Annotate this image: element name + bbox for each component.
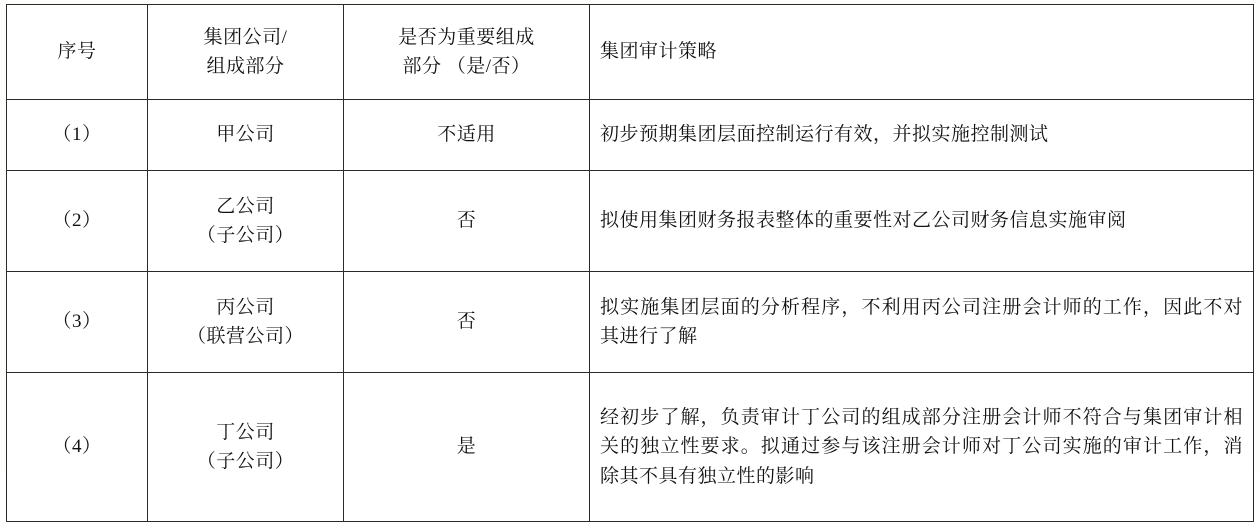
cell-entity bbox=[148, 373, 344, 522]
cell-strategy-text: 初步预期集团层面控制运行有效，并拟实施控制测试 bbox=[600, 124, 1049, 146]
cell-entity-sub: （子公司） bbox=[196, 451, 295, 472]
column-header-no bbox=[7, 5, 148, 100]
cell-flag: 是 bbox=[344, 373, 590, 522]
cell-entity bbox=[148, 100, 344, 171]
column-header-flag-line-1: 是否为重要组成 bbox=[398, 26, 535, 48]
cell-entity-sub: （联营公司） bbox=[186, 326, 304, 347]
cell-strategy-text: 拟使用集团财务报表整体的重要性对乙公司财务信息实施审阅 bbox=[600, 210, 1127, 232]
table-header-row bbox=[7, 5, 1254, 100]
cell-entity bbox=[148, 272, 344, 373]
cell-strategy bbox=[590, 171, 1254, 272]
cell-entity-main: 丙公司 bbox=[216, 296, 275, 318]
table-header bbox=[7, 5, 1254, 100]
cell-strategy bbox=[590, 272, 1254, 373]
cell-entity-main: 丁公司 bbox=[216, 421, 275, 443]
cell-strategy bbox=[590, 373, 1254, 522]
table-body bbox=[7, 100, 1254, 522]
cell-entity-sub: （子公司） bbox=[196, 225, 295, 246]
table-row bbox=[7, 272, 1254, 373]
cell-no: （2） bbox=[7, 171, 148, 272]
column-header-entity-line-1: 集团公司/ bbox=[203, 26, 288, 48]
cell-no: （1） bbox=[7, 100, 148, 171]
column-header-strategy bbox=[590, 5, 1254, 100]
column-header-flag bbox=[344, 5, 590, 100]
cell-entity bbox=[148, 171, 344, 272]
table-row bbox=[7, 171, 1254, 272]
column-header-entity-line-2: 组成部分 bbox=[206, 56, 285, 77]
cell-no: （3） bbox=[7, 272, 148, 373]
cell-entity-main: 甲公司 bbox=[216, 124, 275, 146]
cell-strategy-text: 拟实施集团层面的分析程序，不利用丙公司注册会计师的工作，因此不对其进行了解 bbox=[600, 296, 1243, 347]
cell-flag: 否 bbox=[344, 272, 590, 373]
column-header-strategy-line-1: 集团审计策略 bbox=[600, 41, 718, 63]
cell-entity-main: 乙公司 bbox=[216, 195, 275, 217]
cell-no: （4） bbox=[7, 373, 148, 522]
column-header-flag-line-2: 部分 （是/否） bbox=[402, 56, 531, 77]
table-row bbox=[7, 373, 1254, 522]
cell-flag: 否 bbox=[344, 171, 590, 272]
table-row bbox=[7, 100, 1254, 171]
column-header-no-line-1: 序号 bbox=[57, 41, 97, 63]
group-audit-strategy-table bbox=[6, 4, 1254, 522]
cell-strategy bbox=[590, 100, 1254, 171]
column-header-entity bbox=[148, 5, 344, 100]
cell-strategy-text: 经初步了解，负责审计丁公司的组成部分注册会计师不符合与集团审计相关的独立性要求。拟通过参与该注册会计师对丁公司实施的审计工作，消除其不具有独立性的影响 bbox=[600, 406, 1243, 487]
cell-flag: 不适用 bbox=[344, 100, 590, 171]
